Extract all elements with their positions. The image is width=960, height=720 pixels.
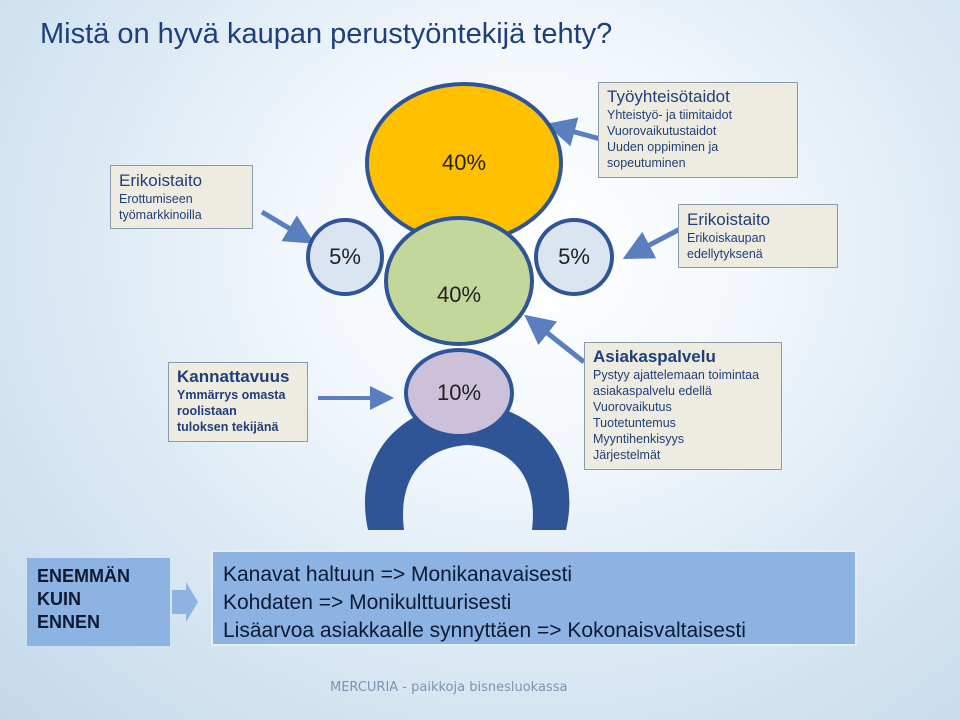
circle-middle-label: 40% bbox=[436, 282, 482, 307]
circle-top-label: 40% bbox=[441, 150, 487, 175]
circle-right-label: 5% bbox=[558, 244, 590, 269]
box-line: Vuorovaikutustaidot bbox=[607, 124, 717, 138]
block-line: ENEMMÄN bbox=[37, 566, 130, 586]
box-asiakaspalvelu bbox=[584, 342, 782, 470]
box-line: Järjestelmät bbox=[593, 448, 661, 462]
box-line: Uuden oppiminen ja bbox=[607, 140, 719, 154]
footer: MERCURIA - paikkoja bisnesluokassa bbox=[330, 680, 568, 695]
block-line: Kohdaten => Monikulttuurisesti bbox=[223, 591, 512, 614]
circle-bottom bbox=[404, 348, 514, 438]
circle-left bbox=[306, 218, 384, 296]
box-line: roolistaan bbox=[177, 404, 237, 418]
circle-right bbox=[534, 218, 614, 296]
box-line: edellytyksenä bbox=[687, 247, 763, 261]
box-heading: Asiakaspalvelu bbox=[593, 347, 716, 366]
block-line: KUIN bbox=[37, 589, 81, 609]
kanavat-block bbox=[211, 550, 857, 646]
box-line: Pystyy ajattelemaan toimintaa bbox=[593, 368, 760, 382]
arrow-right-box bbox=[636, 228, 682, 252]
circle-left-label: 5% bbox=[329, 244, 361, 269]
box-heading: Erikoistaito bbox=[119, 171, 203, 190]
box-tyoyhteisotaidot bbox=[598, 82, 798, 178]
arrow-asiakas bbox=[536, 324, 584, 362]
enemman-kuin-ennen-block bbox=[27, 558, 170, 646]
box-erikoistaito-left bbox=[110, 165, 253, 229]
box-line: Erottumiseen bbox=[119, 192, 193, 206]
circle-bottom-label: 10% bbox=[436, 380, 482, 405]
arrow-left-box bbox=[262, 212, 302, 236]
page-title: Mistä on hyvä kaupan perustyöntekijä tehty? bbox=[40, 18, 613, 50]
box-line: Vuorovaikutus bbox=[593, 400, 672, 414]
box-line: Myyntihenkisyys bbox=[593, 432, 684, 446]
box-line: Yhteistyö- ja tiimitaidot bbox=[607, 108, 733, 122]
box-line: Ymmärrys omasta bbox=[177, 388, 286, 402]
box-line: työmarkkinoilla bbox=[119, 208, 202, 222]
box-line: Erikoiskaupan bbox=[687, 231, 766, 245]
box-line: Tuotetuntemus bbox=[593, 416, 676, 430]
block-line: ENNEN bbox=[37, 612, 101, 632]
box-heading: Työyhteisötaidot bbox=[607, 87, 730, 106]
box-line: asiakaspalvelu edellä bbox=[593, 384, 712, 398]
box-line: sopeutuminen bbox=[607, 156, 686, 170]
box-erikoistaito-right bbox=[678, 204, 838, 268]
box-heading: Erikoistaito bbox=[687, 210, 771, 229]
box-line: tuloksen tekijänä bbox=[177, 420, 279, 434]
box-heading: Kannattavuus bbox=[177, 367, 290, 386]
box-kannattavuus bbox=[168, 362, 308, 442]
block-line: Lisäarvoa asiakkaalle synnyttäen => Kokonaisvaltaisesti bbox=[223, 619, 746, 642]
circle-middle bbox=[384, 216, 534, 346]
block-line: Kanavat haltuun => Monikanavaisesti bbox=[223, 563, 573, 586]
